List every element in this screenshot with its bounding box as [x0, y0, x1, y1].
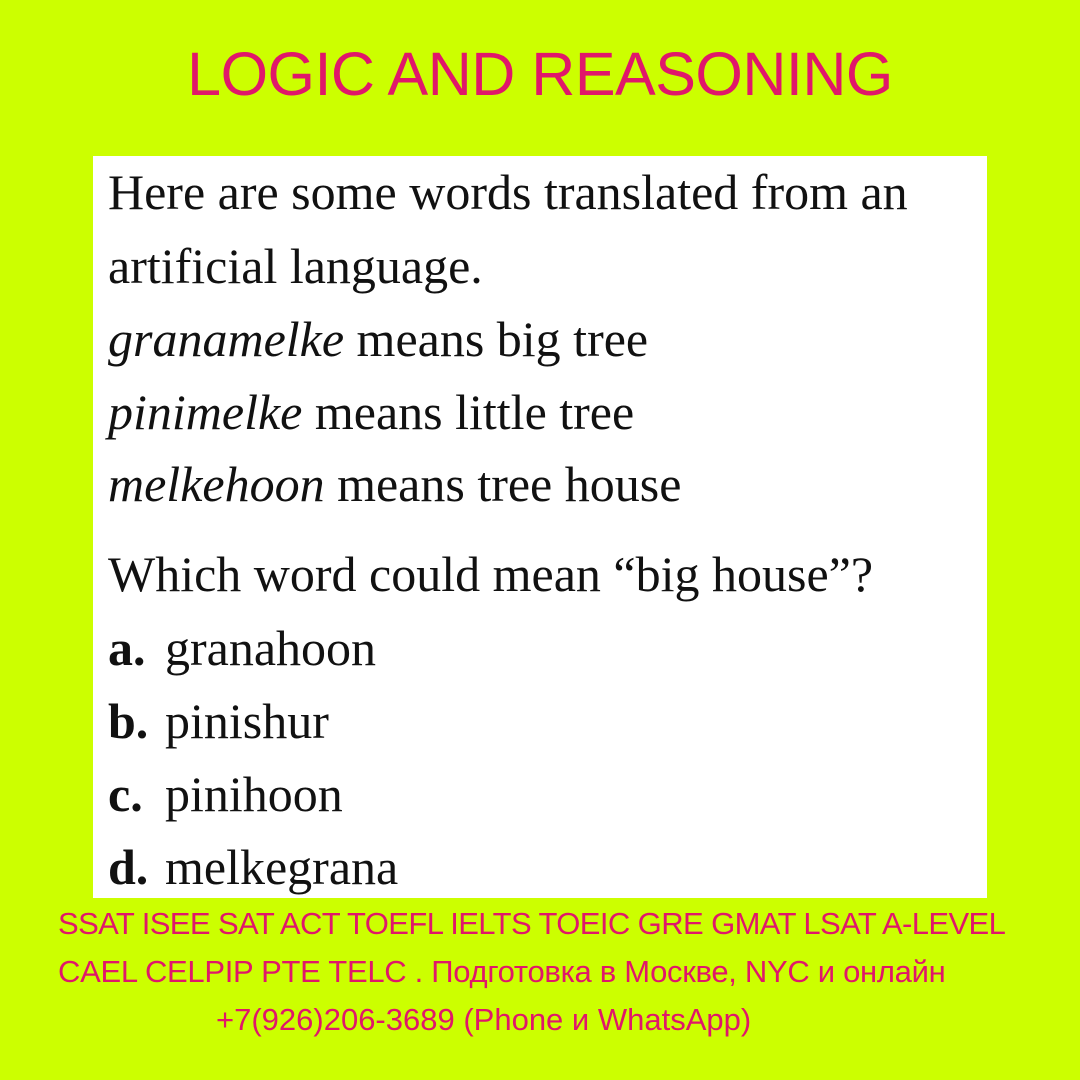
example-row	[108, 454, 983, 514]
option-letter: b.	[108, 693, 149, 749]
example-row	[108, 309, 983, 369]
question-prompt: Which word could mean “big house”?	[108, 546, 874, 602]
example-meaning: means tree house	[337, 456, 682, 512]
question-card	[93, 156, 987, 898]
option-text: granahoon	[165, 620, 377, 676]
footer-location-line: CAEL CELPIP PTE TELC . Подготовка в Москве, NYC и онлайн	[58, 954, 946, 989]
example-word: pinimelke	[108, 384, 303, 440]
example-word: melkehoon	[108, 456, 325, 512]
answer-option-b[interactable]	[108, 691, 983, 751]
answer-option-c[interactable]	[108, 764, 983, 824]
option-text: pinihoon	[165, 766, 343, 822]
example-word: granamelke	[108, 311, 345, 367]
footer-phone-line[interactable]: +7(926)206-3689 (Phone и WhatsApp)	[216, 1002, 752, 1037]
answer-option-a[interactable]	[108, 618, 983, 678]
example-row	[108, 382, 983, 442]
option-letter: a.	[108, 620, 146, 676]
intro-line-1: Here are some words translated from an	[108, 164, 908, 220]
intro-line-2: artificial language.	[108, 238, 483, 294]
example-meaning: means little tree	[314, 384, 635, 440]
option-text: pinishur	[165, 693, 329, 749]
example-meaning: means big tree	[356, 311, 649, 367]
footer-exams-line: SSAT ISEE SAT ACT TOEFL IELTS TOEIC GRE GMAT LSAT A-LEVEL	[58, 906, 1006, 941]
page-title: LOGIC AND REASONING	[187, 40, 893, 108]
option-text: melkegrana	[165, 839, 399, 895]
answer-option-d[interactable]	[108, 837, 983, 897]
option-letter: c.	[108, 766, 143, 822]
option-letter: d.	[108, 839, 149, 895]
